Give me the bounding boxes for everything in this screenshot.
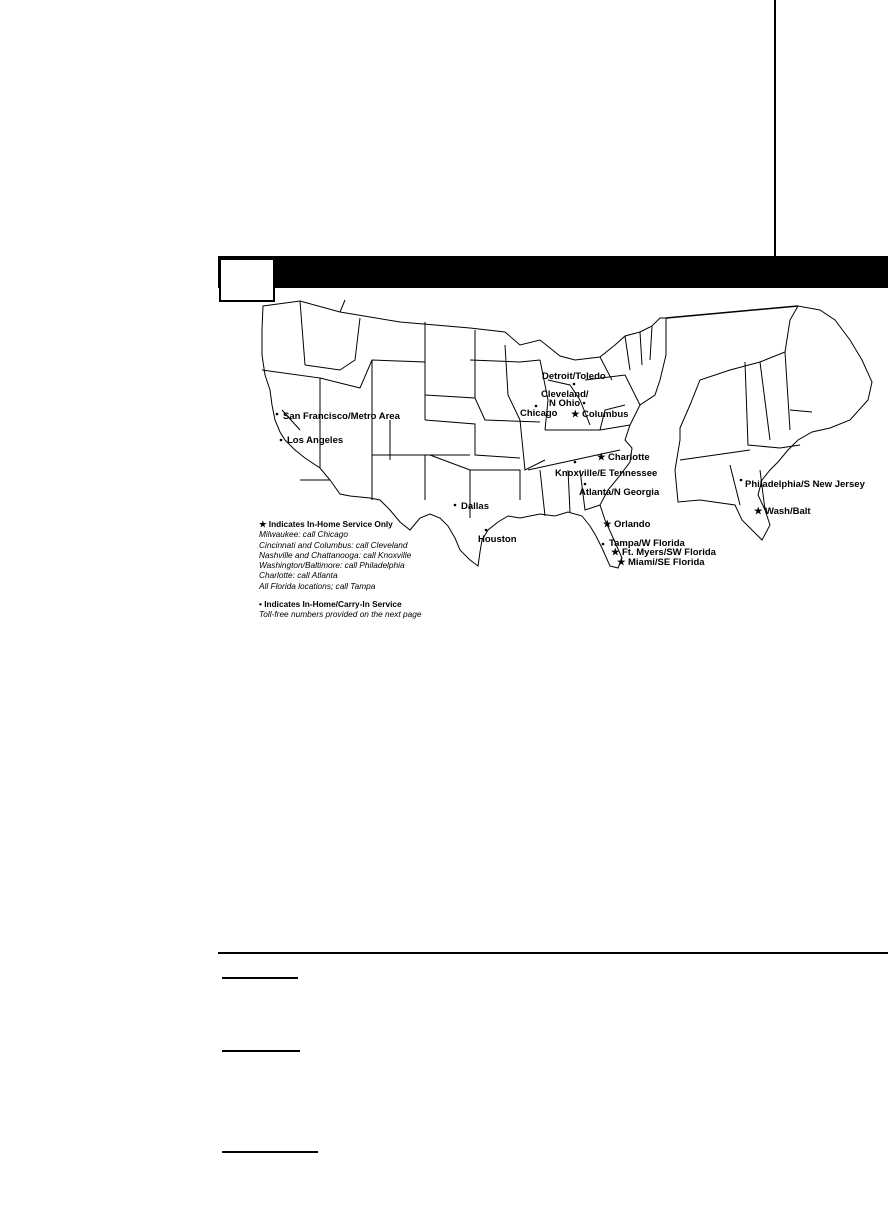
legend-dot-heading: • Indicates In-Home/Carry-In Service: [259, 599, 402, 610]
city-label-tampa: Tampa/W Florida: [609, 538, 685, 549]
city-label-orlando: Orlando: [614, 519, 651, 530]
city-label-detroit: Detroit/Toledo: [542, 371, 606, 382]
city-star-charlotte: ★: [597, 452, 606, 463]
legend-note: Nashville and Chattanooga: call Knoxville: [259, 549, 412, 560]
bottom-divider: [218, 952, 888, 954]
legend-star-heading: ★ Indicates In-Home Service Only: [259, 519, 393, 529]
map-legend: [259, 519, 499, 620]
city-label-cleveland-line2: N Ohio: [549, 398, 581, 409]
city-label-atlanta: Atlanta/N Georgia: [579, 487, 660, 498]
blank-underline-1: [222, 977, 298, 979]
star-icon: ★: [259, 519, 267, 529]
city-label-washbalt: Wash/Balt: [765, 506, 811, 517]
legend-note: All Florida locations; call Tampa: [259, 580, 376, 591]
legend-dot-note: Toll-free numbers provided on the next page: [259, 609, 422, 620]
city-label-sanfrancisco: San Francisco/Metro Area: [283, 411, 400, 422]
city-label-ftmyers: Ft. Myers/SW Florida: [622, 547, 716, 558]
city-star-washbalt: ★: [754, 506, 763, 517]
legend-note: Washington/Baltimore: call Philadelphia: [259, 560, 405, 571]
legend-note: Cincinnati and Columbus: call Cleveland: [259, 539, 408, 550]
city-star-miami: ★: [617, 557, 626, 568]
city-label-philadelphia: Philadelphia/S New Jersey: [745, 479, 865, 490]
city-label-columbus: Columbus: [582, 409, 629, 420]
city-dot-cleveland: [583, 402, 586, 405]
dot-icon: •: [259, 599, 262, 610]
city-star-columbus: ★: [571, 409, 580, 420]
legend-note: Charlotte: call Atlanta: [259, 570, 338, 581]
city-dot-sanfrancisco: [276, 413, 279, 416]
city-label-charlotte: Charlotte: [608, 452, 650, 463]
blank-underline-3: [222, 1151, 318, 1153]
city-label-knoxville: Knoxville/E Tennessee: [555, 468, 658, 479]
city-star-ftmyers: ★: [611, 547, 620, 558]
city-label-dallas: Dallas: [461, 501, 489, 512]
city-label-chicago: Chicago: [520, 408, 558, 419]
city-dot-chicago: [535, 405, 538, 408]
city-label-miami: Miami/SE Florida: [628, 557, 705, 568]
city-dot-losangeles: [280, 439, 283, 442]
city-dot-atlanta: [584, 483, 587, 486]
city-label-houston: Houston: [478, 534, 517, 545]
blank-underline-2: [222, 1050, 300, 1052]
city-dot-philadelphia: [740, 479, 743, 482]
northeast-inset-outline: [675, 306, 872, 540]
city-dot-tampa: [602, 543, 605, 546]
legend-note: Milwaukee: call Chicago: [259, 529, 349, 540]
city-dot-knoxville: [574, 461, 577, 464]
city-label-cleveland: Cleveland/: [541, 389, 589, 400]
city-label-losangeles: Los Angeles: [287, 435, 344, 446]
city-star-orlando: ★: [603, 519, 612, 530]
city-dot-dallas: [454, 504, 457, 507]
city-dot-detroit: [573, 383, 576, 386]
